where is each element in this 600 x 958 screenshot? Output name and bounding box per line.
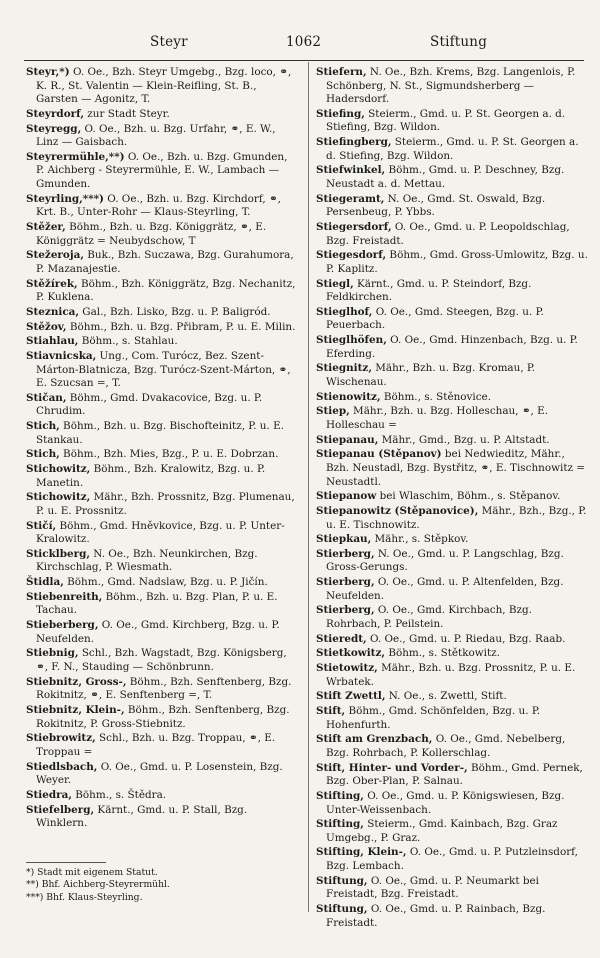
header-rule: [24, 60, 584, 61]
directory-entry: [316, 278, 588, 305]
directory-entry: [26, 491, 298, 518]
entry-text: O. Oe., Gmd. u. P. Königswiesen, Bzg. Unter-Weissenbach.: [326, 789, 565, 816]
entry-text: Mähr., Gmd., Bzg. u. P. Altstadt.: [378, 433, 550, 446]
entry-text: Böhm., Gmd. Dvakacovice, Bzg. u. P. Chrudim.: [36, 391, 263, 418]
entry-text: O. Oe., Gmd. u. P. Riedau, Bzg. Raab.: [366, 632, 566, 645]
entry-headword: Stiebnig,: [26, 647, 79, 660]
entry-text: O. Oe., Bzh. u. Bzg. Kirchdorf, ⚭, Krt. B., Unter-Rohr — Klaus-Steyrling, T.: [36, 192, 281, 219]
directory-entry: [316, 193, 588, 220]
directory-entry: [26, 123, 298, 150]
directory-entry: [26, 249, 298, 276]
directory-entry: [316, 221, 588, 248]
entry-headword: Stiedra,: [26, 788, 72, 801]
entry-headword: Stiefingberg,: [316, 136, 392, 149]
directory-entry: [26, 392, 298, 419]
footnotes: [26, 862, 286, 904]
directory-entry: [316, 66, 588, 107]
directory-entry: [316, 334, 588, 361]
directory-entry: [26, 463, 298, 490]
entry-text: Schl., Bzh. u. Bzg. Troppau, ⚭, E. Troppau =: [36, 732, 276, 758]
entry-text: Mähr., Bzh., Bzg., P. u. E. Tischnowitz.: [326, 504, 587, 531]
entry-headword: Stiefing,: [316, 107, 365, 120]
entry-headword: Stiahlau,: [26, 335, 79, 348]
entry-text: Böhm., Bzh. Senftenberg, Bzg. Rokitnitz, ⚭, E. Senftenberg =, T.: [36, 675, 292, 702]
entry-headword: Sticklberg,: [26, 547, 90, 560]
entry-headword: Stieredt,: [316, 632, 367, 645]
entry-text: N. Oe., Bzh. Krems, Bzg. Langenlois, P. Schönberg, N. St., Sigmundsherberg — Hadersdorf.: [326, 66, 576, 106]
entry-text: Böhm., Gmd. Hněvkovice, Bzg. u. P. Unter-Kralowitz.: [36, 519, 285, 546]
directory-entry: [316, 391, 588, 405]
entry-headword: Stiefern,: [316, 66, 367, 78]
column-divider: [308, 62, 309, 912]
entry-text: Böhm., s. Stahlau.: [78, 335, 178, 348]
entry-text: Böhm., Gmd. Gross-Umlowitz, Bzg. u. P. Kaplitz.: [326, 249, 588, 275]
entry-text: O. Oe., Gmd. Kirchberg, Bzg. u. P. Neufelden.: [36, 619, 280, 645]
entry-text: Böhm., Bzh. Kralowitz, Bzg. u. P. Manetin.: [36, 463, 266, 489]
directory-entry: [26, 350, 298, 391]
directory-entry: [316, 548, 588, 575]
directory-entry: [316, 533, 588, 547]
directory-entry: [26, 448, 298, 462]
header-right-keyword: Stiftung: [430, 34, 488, 50]
entry-text: O. Oe., Bzh. u. Bzg. Urfahr, ⚭, E. W., Linz — Gaisbach.: [36, 122, 276, 149]
entry-text: Kärnt., Gmd. u. P. Steindorf, Bzg. Feldkirchen.: [326, 277, 532, 304]
directory-entry: [26, 193, 298, 220]
page-header: [0, 34, 600, 54]
entry-headword: Stiebnitz, Klein-,: [26, 703, 125, 716]
entry-headword: Stiavnicska,: [26, 349, 97, 362]
directory-entry: [26, 335, 298, 349]
footnote: *) Stadt mit eigenem Statut.: [26, 867, 158, 878]
left-column: [26, 66, 298, 832]
directory-entry: [316, 108, 588, 135]
directory-entry: [26, 732, 298, 759]
entry-text: Böhm., s. Štědra.: [71, 788, 167, 801]
entry-text: bei Nedwieditz, Mähr., Bzh. Neustadl, Bzg. Bystřitz, ⚭, E. Tischnowitz = Neustadtl.: [326, 448, 585, 488]
entry-text: O. Oe., Gmd. Steegen, Bzg. u. P. Peuerbach.: [326, 305, 544, 332]
entry-text: N. Oe., Gmd. St. Oswald, Bzg. Persenbeug, P. Ybbs.: [326, 192, 546, 219]
entry-text: Böhm., Bzh. u. Bzg. Königgrätz, ⚭, E. Königgrätz = Neubydschow, T: [36, 221, 267, 247]
directory-entry: [316, 576, 588, 603]
entry-headword: Štidla,: [26, 576, 64, 589]
entry-text: O. Oe., Gmd. u. P. Neumarkt bei Freistadt, Bzg. Freistadt.: [326, 874, 539, 901]
entry-headword: Stiegersdorf,: [316, 221, 392, 233]
directory-entry: [26, 591, 298, 618]
entry-headword: Stifting, Klein-,: [316, 846, 407, 859]
directory-entry: [26, 789, 298, 803]
entry-text: Ung., Com. Turócz, Bez. Szent-Márton-Blatnicza, Bzg. Turócz-Szent-Márton, ⚭, E. Szucsan =, T.: [36, 349, 291, 390]
entry-text: Mähr., Bzh. u. Bzg. Holleschau, ⚭, E. Holleschau =: [326, 405, 549, 431]
entry-text: Steierm., Gmd. u. P. St. Georgen a. d. Stiefing, Bzg. Wildon.: [326, 136, 579, 162]
directory-entry: [316, 790, 588, 817]
entry-headword: Stičí,: [26, 519, 57, 532]
directory-entry: [316, 136, 588, 163]
entry-headword: Stierberg,: [316, 604, 375, 617]
entry-headword: Stieglhöfen,: [316, 334, 387, 347]
entry-headword: Stežeroja,: [26, 249, 84, 262]
footnote-rule: [26, 862, 106, 863]
directory-entry: [26, 676, 298, 703]
entry-text: Buk., Bzh. Suczawa, Bzg. Gurahumora, P. Mazanajestie.: [36, 249, 294, 275]
entry-headword: Stěžírek,: [26, 277, 78, 290]
right-column: [316, 66, 588, 931]
directory-entry: [26, 66, 298, 107]
entry-text: Böhm., Bzh. Senftenberg, Bzg. Rokitnitz, P. Gross-Stiebnitz.: [36, 703, 290, 730]
entry-text: O. Oe., Gmd. Kirchbach, Bzg. Rohrbach, P. Peilstein.: [326, 604, 532, 631]
directory-entry: [26, 306, 298, 320]
entry-headword: Stiebenreith,: [26, 590, 103, 603]
header-left-keyword: Steyr: [150, 34, 188, 50]
entry-headword: Stifting,: [316, 789, 364, 802]
directory-entry: [26, 151, 298, 192]
entry-headword: Stiegl,: [316, 277, 354, 290]
directory-entry: [316, 490, 588, 504]
entry-text: Böhm., Gmd. u. P. Deschney, Bzg. Neustadt a. d. Mettau.: [326, 164, 565, 191]
entry-text: Steierm., Gmd. u. P. St. Georgen a. d. Stiefing, Bzg. Wildon.: [326, 107, 566, 134]
entry-text: Schl., Bzh. Wagstadt, Bzg. Königsberg, ⚭, F. N., Stauding — Schönbrunn.: [36, 647, 287, 673]
directory-entry: [316, 434, 588, 448]
entry-text: Gal., Bzh. Lisko, Bzg. u. P. Baligród.: [79, 305, 271, 318]
entry-headword: Steyrermühle,**): [26, 150, 125, 163]
directory-entry: [316, 448, 588, 489]
directory-entry: [316, 846, 588, 873]
entry-headword: Stift Zwettl,: [316, 690, 386, 703]
entry-text: Mähr., Bzh. Prossnitz, Bzg. Plumenau, P. u. E. Prossnitz.: [36, 491, 295, 517]
entry-headword: Stiebrowitz,: [26, 732, 96, 745]
entry-text: Böhm., Bzh. Königgrätz, Bzg. Nechanitz, P. Kuklena.: [36, 277, 296, 304]
page-number: 1062: [286, 34, 322, 50]
entry-headword: Stiegesdorf,: [316, 249, 387, 262]
entry-headword: Steznica,: [26, 305, 79, 318]
entry-headword: Stietkowitz,: [316, 647, 386, 660]
entry-text: zur Stadt Steyr.: [83, 107, 170, 120]
entry-headword: Steyrling,***): [26, 192, 104, 205]
entry-text: Böhm., Gmd. Schönfelden, Bzg. u. P. Hohenfurth.: [326, 705, 541, 731]
entry-text: Böhm., s. Stěnovice.: [380, 390, 492, 403]
entry-text: Böhm., Bzh. u. Bzg. Bischofteinitz, P. u. E. Stankau.: [36, 420, 284, 446]
entry-text: O. Oe., Gmd. u. P. Rainbach, Bzg. Freistadt.: [326, 903, 546, 929]
entry-text: O. Oe., Gmd. Nebelberg, Bzg. Rohrbach, P. Kollerschlag.: [326, 733, 566, 759]
entry-headword: Stiebnitz, Gross-,: [26, 675, 127, 688]
directory-entry: [26, 321, 298, 335]
directory-entry: [316, 362, 588, 389]
entry-text: O. Oe., Gmd. u. P. Losenstein, Bzg. Weyer.: [36, 760, 283, 787]
directory-entry: [316, 306, 588, 333]
entry-headword: Stichowitz,: [26, 491, 91, 504]
directory-entry: [26, 704, 298, 731]
directory-entry: [26, 647, 298, 674]
entry-headword: Stifting,: [316, 818, 364, 831]
entry-headword: Stift, Hinter- und Vorder-,: [316, 761, 468, 774]
entry-headword: Stich,: [26, 420, 60, 433]
entry-headword: Stieberberg,: [26, 619, 99, 632]
directory-entry: [26, 420, 298, 447]
directory-entry: [26, 761, 298, 788]
entry-headword: Stiftung,: [316, 903, 368, 916]
directory-entry: [316, 249, 588, 276]
directory-entry: [316, 875, 588, 902]
entry-text: Steierm., Gmd. Kainbach, Bzg. Graz Umgebg., P. Graz.: [326, 818, 558, 844]
entry-text: N. Oe., Bzh. Neunkirchen, Bzg. Kirchschlag, P. Wiesmath.: [36, 547, 258, 574]
entry-headword: Steyrdorf,: [26, 107, 84, 120]
entry-headword: Stiegeramt,: [316, 192, 385, 205]
entry-headword: Stiedlsbach,: [26, 760, 98, 773]
directory-entry: [316, 705, 588, 732]
entry-headword: Stěžer,: [26, 221, 66, 233]
directory-entry: [26, 576, 298, 590]
entry-text: O. Oe., Bzh. Steyr Umgebg., Bzg. loco, ⚭, K. R., St. Valentin — Klein-Reifling, St. B., Garsten — Agonitz, T.: [36, 66, 292, 106]
directory-entry: [26, 548, 298, 575]
entry-headword: Stiepanow: [316, 490, 377, 503]
entry-text: Böhm., Gmd. Pernek, Bzg. Ober-Plan, P. Salnau.: [326, 761, 583, 788]
directory-entry: [316, 662, 588, 689]
entry-text: Kärnt., Gmd. u. P. Stall, Bzg. Winklern.: [36, 803, 248, 830]
entry-headword: Stieglhof,: [316, 305, 373, 318]
directory-entry: [26, 520, 298, 547]
entry-headword: Stietowitz,: [316, 662, 378, 675]
directory-entry: [316, 164, 588, 191]
directory-entry: [316, 762, 588, 789]
entry-headword: Stierberg,: [316, 576, 375, 589]
directory-entry: [316, 505, 588, 532]
entry-headword: Stich,: [26, 448, 60, 461]
entry-text: O. Oe., Gmd. u. P. Putzleinsdorf, Bzg. Lembach.: [326, 846, 578, 873]
entry-headword: Steyregg,: [26, 122, 82, 135]
entry-text: Böhm., Gmd. Nadslaw, Bzg. u. P. Jičín.: [63, 576, 268, 589]
directory-entry: [316, 633, 588, 647]
directory-entry: [26, 221, 298, 248]
entry-text: Böhm., Bzh. Mies, Bzg., P. u. E. Dobrzan.: [59, 448, 279, 461]
directory-entry: [316, 604, 588, 631]
entry-text: Böhm., s. Stětkowitz.: [385, 647, 500, 660]
directory-entry: [316, 733, 588, 760]
directory-entry: [316, 690, 588, 704]
footnote: **) Bhf. Aichberg-Steyrermühl.: [26, 879, 170, 891]
entry-headword: Stiepkau,: [316, 533, 372, 546]
entry-text: bei Wlaschim, Böhm., s. Stěpanov.: [376, 490, 561, 503]
entry-text: Böhm., Bzh. u. Bzg. Přibram, P. u. E. Milin.: [66, 320, 296, 333]
entry-headword: Stichowitz,: [26, 463, 91, 476]
directory-entry: [26, 619, 298, 646]
entry-headword: Stienowitz,: [316, 390, 381, 403]
directory-entry: [26, 278, 298, 305]
entry-text: Mähr., s. Stěpkov.: [371, 533, 469, 546]
footnote: ***) Bhf. Klaus-Steyrling.: [26, 891, 143, 903]
entry-text: O. Oe., Bzh. u. Bzg. Gmunden, P. Aichberg - Steyrermühle, E. W., Lambach — Gmunden.: [36, 150, 288, 191]
entry-text: N. Oe., s. Zwettl, Stift.: [385, 690, 507, 703]
entry-headword: Stierberg,: [316, 547, 375, 560]
directory-entry: [316, 405, 588, 432]
entry-text: O. Oe., Gmd. Hinzenbach, Bzg. u. P. Eferding.: [326, 334, 578, 360]
directory-entry: [316, 818, 588, 845]
entry-text: Mähr., Bzh. u. Bzg. Kromau, P. Wischenau.: [326, 362, 536, 388]
entry-text: N. Oe., Gmd. u. P. Langschlag, Bzg. Gross-Gerungs.: [326, 547, 564, 574]
directory-entry: [26, 804, 298, 831]
entry-headword: Stiepanowitz (Stěpanovice),: [316, 504, 479, 517]
entry-headword: Stičan,: [26, 391, 67, 404]
entry-text: O. Oe., Gmd. u. P. Leopoldschlag, Bzg. Freistadt.: [326, 221, 570, 247]
entry-headword: Steyr,*): [26, 66, 70, 78]
directory-entry: [26, 108, 298, 122]
entry-headword: Stiftung,: [316, 874, 368, 887]
entry-headword: Stift am Grenzbach,: [316, 733, 433, 746]
entry-headword: Stiefelberg,: [26, 803, 95, 816]
entry-headword: Stiegnitz,: [316, 362, 372, 375]
entry-headword: Stiefwinkel,: [316, 164, 386, 177]
directory-entry: [316, 903, 588, 930]
entry-headword: Stift,: [316, 705, 346, 718]
directory-entry: [316, 647, 588, 661]
entry-headword: Stiepanau (Stěpanov): [316, 448, 442, 461]
entry-text: Mähr., Bzh. u. Bzg. Prossnitz, P. u. E. Wrbatek.: [326, 662, 576, 688]
entry-text: O. Oe., Gmd. u. P. Altenfelden, Bzg. Neufelden.: [326, 576, 564, 602]
entry-headword: Stiep,: [316, 405, 350, 418]
entry-text: Böhm., Bzh. u. Bzg. Plan, P. u. E. Tachau.: [36, 590, 278, 617]
entry-headword: Stiepanau,: [316, 433, 379, 446]
entry-headword: Stěžov,: [26, 320, 67, 333]
